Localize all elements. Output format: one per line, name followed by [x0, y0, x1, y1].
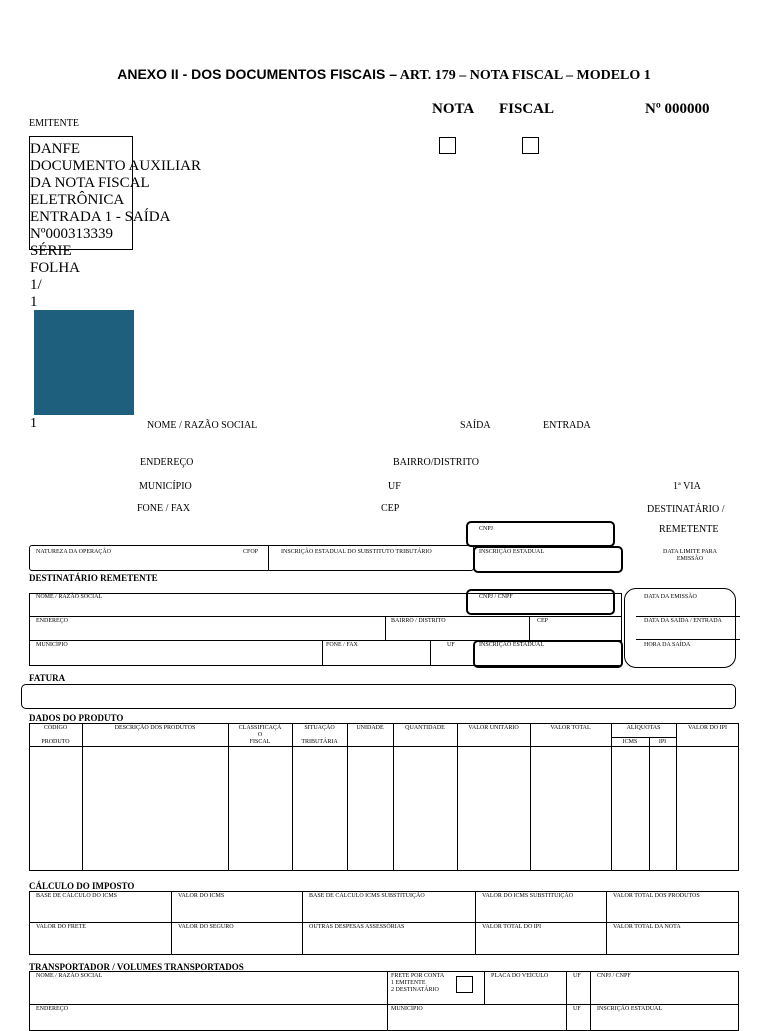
transportador-title: TRANSPORTADOR / VOLUMES TRANSPORTADOS [29, 962, 244, 972]
dest-municipio-label: MUNICÍPIO [36, 642, 68, 648]
valor-ipi-header: VALOR DO IPI [688, 725, 727, 731]
frete-label-3: 2 DESTINATÁRIO [391, 987, 439, 993]
fiscal-label: FISCAL [499, 101, 555, 117]
valor-icms-label: VALOR DO ICMS [178, 893, 225, 899]
transp-uf2-label: UF [573, 1006, 581, 1012]
classif-header-3: FISCAL [249, 739, 271, 745]
remetente-via-label: REMETENTE [659, 524, 719, 535]
imposto-title: CÁLCULO DO IMPOSTO [29, 881, 135, 891]
dest-fone-label: FONE / FAX [326, 642, 358, 648]
dest-cnpj-field[interactable] [466, 589, 615, 615]
danfe-line: DANFE [30, 141, 81, 157]
danfe-line: Nº000313339 [30, 226, 113, 242]
fatura-title: FATURA [29, 673, 66, 683]
cfop-label: CFOP [243, 549, 259, 555]
valor-unitario-header: VALOR UNITÁRIO [468, 725, 519, 731]
danfe-text [30, 141, 201, 311]
quantidade-header: QUANTIDADE [405, 725, 445, 731]
ie-sub-label: INSCRIÇÃO ESTADUAL DO SUBSTITUTO TRIBUTÁRIO [281, 549, 432, 555]
transp-municipio-label: MUNICÍPIO [391, 1006, 423, 1012]
data-saida-label: DATA DA SAÍDA / ENTRADA [644, 618, 722, 624]
placa-label: PLACA DO VEÍCULO [491, 973, 549, 979]
danfe-line: ENTRADA 1 - SAÍDA [30, 209, 171, 225]
produtos-title: DADOS DO PRODUTO [29, 713, 124, 723]
valor-total-header: VALOR TOTAL [550, 725, 591, 731]
natureza-label: NATUREZA DA OPERAÇÃO [36, 549, 112, 555]
bairro-label: BAIRRO/DISTRITO [393, 457, 479, 468]
destinatario-title: DESTINATÁRIO REMETENTE [29, 573, 158, 583]
uf-label: UF [388, 481, 401, 492]
imposto-table [29, 891, 739, 955]
saida-label: SAÍDA [460, 420, 491, 431]
nota-checkbox[interactable] [439, 137, 456, 154]
via-label: 1ª VIA [673, 481, 701, 492]
dest-ie-label: INSCRIÇÃO ESTADUAL [479, 642, 545, 648]
dest-bairro-label: BAIRRO / DISTRITO [391, 618, 446, 624]
fone-label: FONE / FAX [137, 503, 191, 514]
transp-ie-label: INSCRIÇÃO ESTADUAL [597, 1006, 663, 1012]
dest-endereco-label: ENDEREÇO [36, 618, 68, 624]
valor-frete-label: VALOR DO FRETE [36, 924, 86, 930]
data-limite-label: DATA LIMITE PARA EMISSÃO [663, 549, 717, 562]
logo-block [34, 310, 134, 415]
produto-header: PRODUTO [41, 739, 70, 745]
data-emissao-label: DATA DA EMISSÃO [644, 594, 697, 600]
valor-total-nota-label: VALOR TOTAL DA NOTA [613, 924, 681, 930]
cnpj-label: CNPJ [479, 526, 494, 532]
nome-razao-label: NOME / RAZÃO SOCIAL [147, 420, 258, 431]
dest-nome-label: NOME / RAZÃO SOCIAL [36, 594, 103, 600]
emitente-label: EMITENTE [29, 118, 79, 129]
municipio-label: MUNICÍPIO [139, 481, 192, 492]
situacao-header-2: TRIBUTÁRIA [301, 739, 338, 745]
frete-checkbox[interactable] [456, 976, 473, 993]
nota-number: Nº 000000 [645, 101, 710, 117]
transp-uf-label: UF [573, 973, 581, 979]
situacao-header-1: SITUAÇÃO [304, 725, 335, 731]
outras-despesas-label: OUTRAS DESPESAS ASSESSÓRIAS [309, 924, 405, 930]
transp-cnpj-label: CNPJ / CNPF [597, 973, 631, 979]
frete-label-2: 1 EMITENTE [391, 980, 426, 986]
base-icms-label: BASE DE CÁLCULO DO ICMS [36, 893, 118, 899]
nota-label: NOTA [432, 101, 475, 117]
classif-header-2: O [257, 732, 263, 738]
transportador-table [29, 971, 739, 1031]
danfe-line: 1/ [30, 277, 42, 293]
dest-uf-label: UF [447, 642, 455, 648]
base-icms-sub-label: BASE DE CÁLCULO ICMS SUBSTITUIÇÃO [309, 893, 425, 899]
dest-cnpj-label: CNPJ / CNPF [479, 594, 513, 600]
cnpj-field[interactable] [466, 521, 615, 547]
frete-label-1: FRETE POR CONTA [391, 973, 445, 979]
danfe-line: DA NOTA FISCAL [30, 175, 150, 191]
transp-endereco-label: ENDEREÇO [36, 1006, 68, 1012]
danfe-line: DOCUMENTO AUXILIAR [30, 158, 201, 174]
codigo-header: CÓDIGO [43, 725, 68, 731]
danfe-line: 1 [30, 294, 38, 310]
title-annex: ANEXO II - DOS DOCUMENTOS FISCAIS – [117, 66, 398, 82]
unidade-header: UNIDADE [356, 725, 384, 731]
descricao-header: DESCRIÇÃO DOS PRODUTOS [114, 725, 196, 731]
destinatario-via-label: DESTINATÁRIO / [647, 504, 725, 515]
valor-seguro-label: VALOR DO SEGURO [178, 924, 234, 930]
after-logo-number: 1 [30, 416, 37, 431]
valor-total-produtos-label: VALOR TOTAL DOS PRODUTOS [613, 893, 700, 899]
hora-saida-label: HORA DA SAÍDA [644, 642, 691, 648]
fatura-box[interactable] [21, 684, 736, 709]
title-article: ART. 179 – NOTA FISCAL – MODELO 1 [397, 68, 651, 83]
danfe-line: ELETRÔNICA [30, 192, 125, 208]
icms-header: ICMS [622, 739, 638, 745]
danfe-line: SÉRIE [30, 243, 72, 259]
page-title [0, 66, 768, 84]
entrada-label: ENTRADA [543, 420, 591, 431]
dest-cep-label: CEP [537, 618, 549, 624]
aliquotas-header: ALÍQUOTAS [626, 725, 661, 731]
danfe-line: FOLHA [30, 260, 81, 276]
endereco-label: ENDEREÇO [140, 457, 194, 468]
ie-label: INSCRIÇÃO ESTADUAL [479, 549, 545, 555]
valor-icms-sub-label: VALOR DO ICMS SUBSTITUIÇÃO [482, 893, 574, 899]
cep-label: CEP [381, 503, 400, 514]
transp-nome-label: NOME / RAZÃO SOCIAL [36, 973, 103, 979]
valor-total-ipi-label: VALOR TOTAL DO IPI [482, 924, 542, 930]
fiscal-checkbox[interactable] [522, 137, 539, 154]
classif-header-1: CLASSIFICAÇÃ [238, 725, 282, 731]
ipi-header: IPI [658, 739, 667, 745]
